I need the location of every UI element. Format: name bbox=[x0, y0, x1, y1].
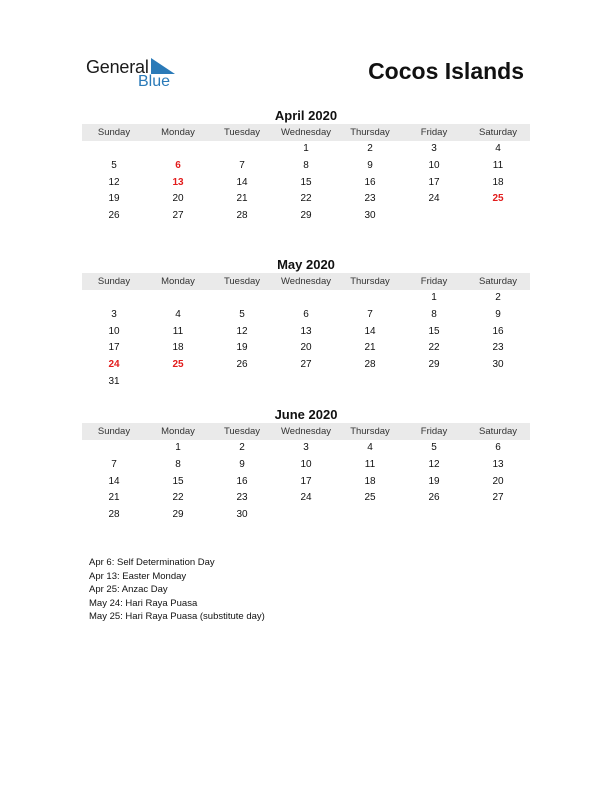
day-cell: 21 bbox=[364, 342, 376, 354]
day-cell: 9 bbox=[239, 458, 245, 470]
day-cell: 13 bbox=[172, 176, 184, 188]
weekday-label: Friday bbox=[420, 127, 448, 138]
month-june bbox=[82, 406, 530, 524]
day-cell: 15 bbox=[172, 475, 184, 487]
day-cell: 3 bbox=[431, 143, 437, 154]
day-cell: 22 bbox=[300, 193, 312, 205]
day-cell: 8 bbox=[175, 458, 181, 470]
country-title: Cocos Islands bbox=[368, 58, 524, 84]
day-cell: 8 bbox=[431, 308, 437, 320]
day-cell: 18 bbox=[492, 176, 504, 188]
day-cell: 7 bbox=[239, 159, 245, 171]
day-cell: 28 bbox=[364, 359, 376, 371]
empty-cell bbox=[338, 290, 402, 307]
holiday-entry: Apr 6: Self Determination Day bbox=[89, 557, 215, 568]
weekday-label: Saturday bbox=[478, 127, 518, 138]
days-grid bbox=[82, 440, 530, 524]
day-cell: 10 bbox=[108, 325, 120, 337]
day-cell: 24 bbox=[428, 193, 440, 205]
day-cell: 26 bbox=[108, 210, 120, 222]
day-cell: 26 bbox=[428, 492, 440, 504]
day-cell: 1 bbox=[431, 292, 437, 303]
empty-cell bbox=[82, 141, 146, 158]
day-cell: 18 bbox=[364, 475, 376, 487]
day-cell: 20 bbox=[172, 193, 184, 205]
month-title: June 2020 bbox=[274, 407, 338, 422]
month-may bbox=[82, 256, 530, 391]
day-cell: 30 bbox=[236, 509, 248, 521]
empty-cell bbox=[210, 141, 274, 158]
day-cell: 14 bbox=[364, 325, 376, 337]
day-cell: 25 bbox=[492, 193, 504, 205]
weekday-label: Wednesday bbox=[281, 426, 331, 437]
holiday-entry: May 25: Hari Raya Puasa (substitute day) bbox=[89, 611, 265, 622]
day-cell: 29 bbox=[172, 509, 184, 521]
day-cell: 29 bbox=[300, 210, 312, 222]
day-cell: 31 bbox=[108, 375, 120, 387]
day-cell: 21 bbox=[108, 492, 120, 504]
day-cell: 12 bbox=[108, 176, 120, 188]
weekday-label: Sunday bbox=[97, 276, 131, 287]
day-cell: 10 bbox=[300, 458, 312, 470]
day-cell: 22 bbox=[172, 492, 184, 504]
brand-logo bbox=[86, 56, 196, 92]
weekday-label: Wednesday bbox=[281, 127, 331, 138]
day-cell: 28 bbox=[236, 210, 248, 222]
day-cell: 12 bbox=[428, 458, 440, 470]
day-cell: 16 bbox=[364, 176, 376, 188]
day-cell: 29 bbox=[428, 359, 440, 371]
day-cell: 19 bbox=[236, 342, 248, 354]
day-cell: 24 bbox=[300, 492, 312, 504]
brand-blue-text: Blue bbox=[138, 73, 171, 90]
day-cell: 30 bbox=[364, 210, 376, 222]
weekday-header bbox=[82, 273, 530, 290]
day-cell: 18 bbox=[172, 342, 184, 354]
day-cell: 23 bbox=[492, 342, 504, 354]
month-april bbox=[82, 107, 530, 225]
day-cell: 5 bbox=[111, 159, 117, 171]
day-cell: 17 bbox=[300, 475, 312, 487]
flag-icon bbox=[151, 58, 177, 74]
weekday-label: Thursday bbox=[350, 426, 390, 437]
day-cell: 16 bbox=[492, 325, 504, 337]
day-cell: 17 bbox=[428, 176, 440, 188]
day-cell: 11 bbox=[492, 159, 504, 171]
day-cell: 3 bbox=[303, 442, 309, 453]
day-cell: 9 bbox=[367, 159, 373, 171]
day-cell: 10 bbox=[428, 159, 440, 171]
weekday-label: Saturday bbox=[478, 276, 518, 287]
day-cell: 23 bbox=[364, 193, 376, 205]
day-cell: 23 bbox=[236, 492, 248, 504]
empty-cell bbox=[146, 141, 210, 158]
weekday-label: Friday bbox=[420, 426, 448, 437]
weekday-header bbox=[82, 124, 530, 141]
day-cell: 1 bbox=[303, 143, 309, 154]
day-cell: 17 bbox=[108, 342, 120, 354]
weekday-label: Monday bbox=[161, 276, 195, 287]
day-cell: 7 bbox=[367, 308, 373, 320]
holiday-list bbox=[89, 556, 265, 624]
day-cell: 6 bbox=[175, 159, 181, 171]
weekday-label: Monday bbox=[161, 127, 195, 138]
day-cell: 4 bbox=[175, 308, 181, 320]
day-cell: 11 bbox=[364, 458, 376, 470]
holiday-entry: Apr 25: Anzac Day bbox=[89, 584, 168, 595]
day-cell: 14 bbox=[108, 475, 120, 487]
day-cell: 24 bbox=[108, 359, 120, 371]
day-cell: 8 bbox=[303, 159, 309, 171]
holiday-entry: Apr 13: Easter Monday bbox=[89, 570, 187, 582]
month-title: May 2020 bbox=[277, 257, 335, 272]
weekday-label: Wednesday bbox=[281, 276, 331, 287]
day-cell: 2 bbox=[495, 292, 501, 303]
day-cell: 19 bbox=[428, 475, 440, 487]
days-grid bbox=[82, 290, 530, 391]
weekday-label: Thursday bbox=[350, 276, 390, 287]
month-title: April 2020 bbox=[274, 108, 338, 123]
day-cell: 2 bbox=[367, 143, 373, 154]
empty-cell bbox=[82, 440, 146, 457]
weekday-label: Thursday bbox=[350, 127, 390, 138]
day-cell: 21 bbox=[236, 193, 248, 205]
day-cell: 4 bbox=[367, 442, 373, 453]
empty-cell bbox=[82, 290, 146, 307]
day-cell: 5 bbox=[239, 308, 245, 320]
day-cell: 20 bbox=[492, 475, 504, 487]
day-cell: 15 bbox=[428, 325, 440, 337]
day-cell: 5 bbox=[431, 442, 437, 453]
day-cell: 6 bbox=[303, 308, 309, 320]
day-cell: 26 bbox=[236, 359, 248, 371]
day-cell: 7 bbox=[111, 458, 117, 470]
day-cell: 14 bbox=[236, 176, 248, 188]
day-cell: 27 bbox=[172, 210, 184, 222]
day-cell: 16 bbox=[236, 475, 248, 487]
weekday-label: Sunday bbox=[97, 127, 131, 138]
weekday-label: Friday bbox=[420, 276, 448, 287]
day-cell: 27 bbox=[300, 359, 312, 371]
day-cell: 11 bbox=[172, 325, 184, 337]
day-cell: 25 bbox=[364, 492, 376, 504]
weekday-label: Tuesday bbox=[223, 426, 261, 437]
empty-cell bbox=[274, 290, 338, 307]
day-cell: 13 bbox=[492, 458, 504, 470]
day-cell: 27 bbox=[492, 492, 504, 504]
day-cell: 30 bbox=[492, 359, 504, 371]
empty-cell bbox=[146, 290, 210, 307]
weekday-label: Tuesday bbox=[223, 127, 261, 138]
day-cell: 6 bbox=[495, 442, 501, 453]
days-grid bbox=[82, 141, 530, 225]
holiday-entry: May 24: Hari Raya Puasa bbox=[89, 597, 198, 609]
day-cell: 28 bbox=[108, 509, 120, 521]
day-cell: 12 bbox=[236, 325, 248, 337]
day-cell: 9 bbox=[495, 308, 501, 320]
day-cell: 22 bbox=[428, 342, 440, 354]
day-cell: 15 bbox=[300, 176, 312, 188]
day-cell: 20 bbox=[300, 342, 312, 354]
day-cell: 1 bbox=[175, 442, 181, 453]
day-cell: 25 bbox=[172, 359, 184, 371]
brand-general-text: General bbox=[86, 57, 149, 77]
weekday-label: Sunday bbox=[97, 426, 131, 437]
day-cell: 3 bbox=[111, 308, 117, 320]
weekday-label: Monday bbox=[161, 426, 195, 437]
day-cell: 4 bbox=[495, 143, 501, 154]
weekday-label: Saturday bbox=[478, 426, 518, 437]
empty-cell bbox=[210, 290, 274, 307]
day-cell: 13 bbox=[300, 325, 312, 337]
day-cell: 2 bbox=[239, 442, 245, 453]
weekday-header bbox=[82, 423, 530, 440]
day-cell: 19 bbox=[108, 193, 120, 205]
weekday-label: Tuesday bbox=[223, 276, 261, 287]
